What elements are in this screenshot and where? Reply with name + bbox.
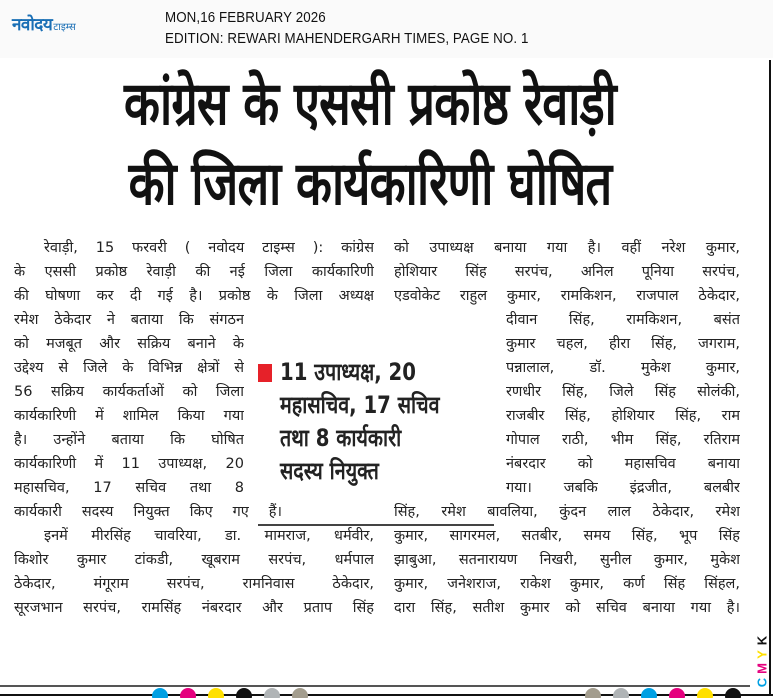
- edition-line: EDITION: REWARI MAHENDERGARH TIMES, PAGE NO. 1: [165, 31, 529, 47]
- text-line: रेवाड़ी, 15 फरवरी ( नवोदय टाइम्स ): कांग्रेस: [44, 240, 374, 256]
- text-line: एडवोकेट राहुल कुमार, रामकिशन, राजपाल ठेकेदार,: [394, 288, 740, 304]
- text-line: दीवान सिंह, रामकिशन, बसंत: [506, 312, 740, 328]
- text-line: कार्यकारिणी में शामिल किया गया: [14, 408, 244, 424]
- text-line: होशियार सिंह सरपंच, अनिल पूनिया सरपंच,: [394, 264, 740, 280]
- reg-dot-cyan-icon: [641, 688, 657, 698]
- text-line: को उपाध्यक्ष बनाया गया है। वहीं नरेश कुमार,: [394, 240, 740, 256]
- cmyk-m: M: [754, 663, 770, 674]
- cmyk-c: C: [754, 677, 770, 688]
- text-line: कार्यकारी सदस्य नियुक्त किए गए हैं।: [14, 504, 282, 520]
- text-line: गया। जबकि इंद्रजीत, बलबीर: [506, 480, 740, 496]
- text-line: को मजबूत और सक्रिय बनाने के: [14, 336, 244, 352]
- pull-quote-line: महासचिव, 17 सचिव: [280, 391, 440, 419]
- logo-main-text: नवोदय: [12, 15, 53, 35]
- text-line: नंबरदार को महासचिव बनाया: [506, 456, 740, 472]
- text-line: रणधीर सिंह, जिले सिंह सोलंकी,: [506, 384, 740, 400]
- text-line: की घोषणा कर दी गई है। प्रकोष्ठ के जिला अध्यक्ष: [14, 288, 374, 304]
- cmyk-k: K: [754, 635, 770, 646]
- text-line: कार्यकारिणी में 11 उपाध्यक्ष, 20: [14, 456, 244, 472]
- text-line: किशोर कुमार टांकडी, खूबराम सरपंच, धर्मपाल: [14, 552, 374, 568]
- text-line: सूरजभान सरपंच, रामसिंह नंबरदार और प्रताप सिंह: [14, 600, 374, 616]
- clipping-border-right: [769, 60, 771, 696]
- text-line: ठेकेदार, मंगूराम सरपंच, रामनिवास ठेकेदार,: [14, 576, 374, 592]
- reg-dot-cyan-icon: [152, 688, 168, 698]
- pull-quote-rule: [258, 524, 494, 526]
- reg-dot-magenta-icon: [180, 688, 196, 698]
- text-line: सिंह, रमेश बावलिया, कुंदन लाल ठेकेदार, रमेश: [394, 504, 740, 520]
- reg-dot-gray-icon: [613, 688, 629, 698]
- headline-line-1: कांग्रेस के एससी प्रकोष्ठ रेवाड़ी: [124, 69, 616, 139]
- text-line: कुमार, जनेशराज, राकेश कुमार, कर्ण सिंह सिंहल,: [394, 576, 740, 592]
- edition-meta: [165, 8, 528, 50]
- text-line: पन्नालाल, डॉ. मुकेश कुमार,: [506, 360, 740, 376]
- text-line: गोपाल राठी, भीम सिंह, रतिराम: [506, 432, 740, 448]
- article-headline: [81, 64, 658, 224]
- pull-quote-marker-icon: [258, 364, 272, 382]
- text-line: महासचिव, 17 सचिव तथा 8: [14, 480, 244, 496]
- pull-quote-line: सदस्य नियुक्त: [280, 457, 379, 485]
- headline-line-2: की जिला कार्यकारिणी घोषित: [128, 149, 612, 219]
- newspaper-clipping: [0, 58, 773, 698]
- reg-dot-magenta-icon: [669, 688, 685, 698]
- text-line: 56 सक्रिय कार्यकर्ताओं को जिला: [14, 384, 244, 400]
- reg-dot-tan-icon: [292, 688, 308, 698]
- reg-dot-gray-icon: [264, 688, 280, 698]
- registration-marks-right: [585, 688, 741, 698]
- date-line: MON,16 FEBRUARY 2026: [165, 10, 326, 26]
- text-line: कुमार चहल, हीरा सिंह, जगराम,: [506, 336, 740, 352]
- reg-dot-black-icon: [725, 688, 741, 698]
- logo-sub-text: टाइम्स: [53, 22, 76, 33]
- text-line: दारा सिंह, सतीश कुमार को सचिव बनाया गया है।: [394, 600, 740, 616]
- registration-marks-left: [152, 688, 308, 698]
- pull-quote-text: [280, 356, 440, 488]
- text-line: कुमार, सागरमल, सतबीर, समय सिंह, भूप सिंह: [394, 528, 740, 544]
- page-header: [0, 0, 773, 58]
- article-column-right: [394, 236, 740, 620]
- text-line: इनमें मीरसिंह चावरिया, डा. मामराज, धर्मवीर,: [44, 528, 374, 544]
- newspaper-logo: [12, 12, 76, 35]
- reg-dot-yellow-icon: [697, 688, 713, 698]
- reg-dot-tan-icon: [585, 688, 601, 698]
- text-line: के एससी प्रकोष्ठ रेवाड़ी की नई जिला कार्यकारिणी: [14, 264, 374, 280]
- bottom-rule: [0, 685, 750, 687]
- cmyk-y: Y: [754, 650, 770, 659]
- cmyk-mark: [754, 633, 770, 693]
- reg-dot-black-icon: [236, 688, 252, 698]
- pull-quote-line: तथा 8 कार्यकारी: [280, 424, 402, 452]
- text-line: उद्देश्य से जिले के विभिन्न क्षेत्रों से: [14, 360, 244, 376]
- text-line: झाबुआ, सतनारायण निखरी, सुनील कुमार, मुकेश: [394, 552, 740, 568]
- text-line: रमेश ठेकेदार ने बताया कि संगठन: [14, 312, 244, 328]
- text-line: राजबीर सिंह, होशियार सिंह, राम: [506, 408, 740, 424]
- text-line: है। उन्होंने बताया कि घोषित: [14, 432, 244, 448]
- reg-dot-yellow-icon: [208, 688, 224, 698]
- pull-quote-line: 11 उपाध्यक्ष, 20: [280, 358, 416, 386]
